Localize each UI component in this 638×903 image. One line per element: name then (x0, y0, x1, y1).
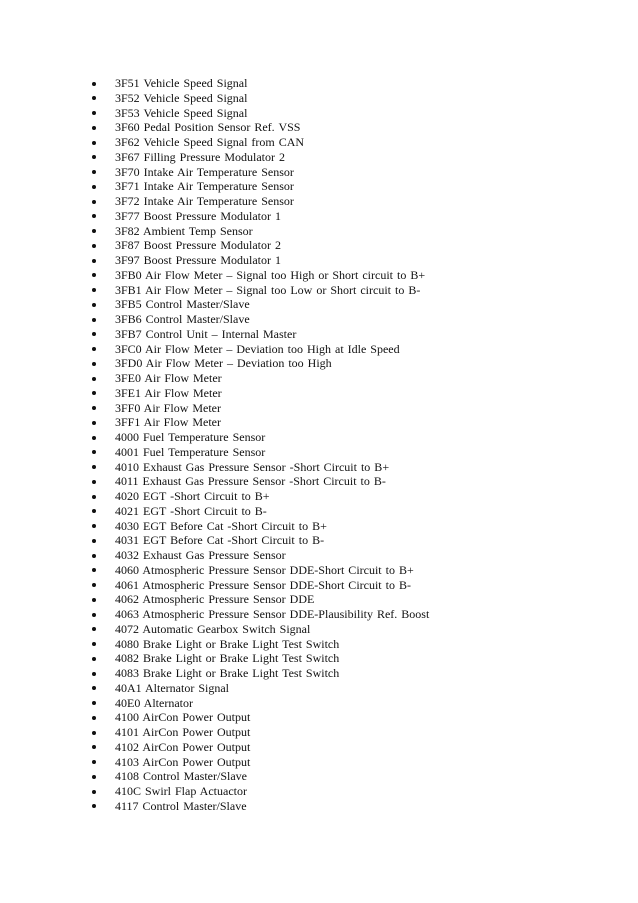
list-item (92, 194, 612, 209)
bullet-icon (92, 82, 96, 86)
bullet-icon (92, 111, 96, 115)
list-item (92, 740, 612, 755)
bullet-icon (92, 406, 96, 410)
bullet-icon (92, 613, 96, 617)
list-item (92, 356, 612, 371)
list-item (92, 327, 612, 342)
bullet-icon (92, 775, 96, 779)
list-item (92, 533, 612, 548)
list-item (92, 651, 612, 666)
bullet-icon (92, 141, 96, 145)
list-item-text: 4080 Brake Light or Brake Light Test Switch (115, 636, 340, 651)
list-item-text: 3FF0 Air Flow Meter (115, 400, 222, 415)
bullet-icon (92, 686, 96, 690)
fault-code-list (92, 76, 612, 814)
list-item-text: 4001 Fuel Temperature Sensor (115, 444, 266, 459)
list-item-text: 4061 Atmospheric Pressure Sensor DDE-Short Circuit to B- (115, 577, 411, 592)
bullet-icon (92, 332, 96, 336)
bullet-icon (92, 804, 96, 808)
list-item-text: 3F82 Ambient Temp Sensor (115, 223, 253, 238)
bullet-icon (92, 244, 96, 248)
bullet-icon (92, 96, 96, 100)
bullet-icon (92, 745, 96, 749)
list-item-text: 3F97 Boost Pressure Modulator 1 (115, 253, 281, 267)
list-item (92, 725, 612, 740)
list-item-text: 4103 AirCon Power Output (115, 754, 251, 769)
bullet-icon (92, 716, 96, 720)
list-item (92, 519, 612, 534)
list-item-text: 3FE0 Air Flow Meter (115, 371, 222, 385)
list-item-text: 4032 Exhaust Gas Pressure Sensor (115, 548, 286, 562)
list-item-text: 4020 EGT -Short Circuit to B+ (115, 489, 270, 503)
list-item-text: 3FC0 Air Flow Meter – Deviation too High at Idle Speed (115, 341, 400, 356)
list-item-text: 4101 AirCon Power Output (115, 725, 251, 739)
list-item-text: 3F70 Intake Air Temperature Sensor (115, 164, 294, 179)
list-item-text: 4031 EGT Before Cat -Short Circuit to B- (115, 533, 325, 548)
list-item (92, 415, 612, 430)
list-item (92, 224, 612, 239)
bullet-icon (92, 509, 96, 513)
list-item-text: 4063 Atmospheric Pressure Sensor DDE-Plausibility Ref. Boost (115, 607, 430, 621)
bullet-icon (92, 554, 96, 558)
list-item-text: 3FB7 Control Unit – Internal Master (115, 326, 297, 341)
list-item-text: 410C Swirl Flap Actuactor (115, 784, 247, 798)
bullet-icon (92, 790, 96, 794)
list-item (92, 209, 612, 224)
list-item-text: 40A1 Alternator Signal (115, 680, 229, 695)
bullet-icon (92, 436, 96, 440)
list-item (92, 622, 612, 637)
list-item (92, 430, 612, 445)
bullet-icon (92, 583, 96, 587)
bullet-icon (92, 200, 96, 204)
bullet-icon (92, 273, 96, 277)
bullet-icon (92, 568, 96, 572)
list-item (92, 592, 612, 607)
bullet-icon (92, 170, 96, 174)
list-item-text: 4117 Control Master/Slave (115, 798, 247, 813)
list-item (92, 799, 612, 814)
bullet-icon (92, 347, 96, 351)
list-item-text: 3F60 Pedal Position Sensor Ref. VSS (115, 120, 301, 135)
list-item (92, 696, 612, 711)
list-item-text: 3F67 Filling Pressure Modulator 2 (115, 149, 286, 164)
list-item-text: 4030 EGT Before Cat -Short Circuit to B+ (115, 518, 327, 533)
list-item (92, 755, 612, 770)
list-item-text: 3F53 Vehicle Speed Signal (115, 105, 248, 120)
bullet-icon (92, 524, 96, 528)
list-item (92, 91, 612, 106)
list-item (92, 342, 612, 357)
list-item-text: 4108 Control Master/Slave (115, 769, 247, 784)
list-item-text: 3FB6 Control Master/Slave (115, 312, 250, 326)
list-item-text: 4021 EGT -Short Circuit to B- (115, 503, 267, 518)
list-item (92, 563, 612, 578)
bullet-icon (92, 450, 96, 454)
bullet-icon (92, 731, 96, 735)
bullet-icon (92, 657, 96, 661)
list-item-text: 4102 AirCon Power Output (115, 739, 251, 754)
list-item (92, 504, 612, 519)
bullet-icon (92, 155, 96, 159)
bullet-icon (92, 701, 96, 705)
list-item-text: 3F71 Intake Air Temperature Sensor (115, 179, 294, 194)
list-item-text: 3FB5 Control Master/Slave (115, 297, 250, 312)
bullet-icon (92, 391, 96, 395)
list-item (92, 135, 612, 150)
list-item (92, 386, 612, 401)
list-item (92, 489, 612, 504)
bullet-icon (92, 672, 96, 676)
bullet-icon (92, 760, 96, 764)
list-item (92, 548, 612, 563)
list-item (92, 297, 612, 312)
bullet-icon (92, 126, 96, 130)
list-item (92, 401, 612, 416)
bullet-icon (92, 421, 96, 425)
list-item-text: 3F77 Boost Pressure Modulator 1 (115, 208, 281, 223)
list-item (92, 106, 612, 121)
list-item (92, 710, 612, 725)
list-item-text: 4072 Automatic Gearbox Switch Signal (115, 621, 311, 636)
bullet-icon (92, 627, 96, 631)
list-item-text: 3FE1 Air Flow Meter (115, 385, 222, 400)
list-item (92, 238, 612, 253)
list-item (92, 784, 612, 799)
bullet-icon (92, 303, 96, 307)
bullet-icon (92, 362, 96, 366)
list-item-text: 3FB1 Air Flow Meter – Signal too Low or Short circuit to B- (115, 282, 421, 297)
bullet-icon (92, 185, 96, 189)
list-item-text: 40E0 Alternator (115, 695, 193, 710)
bullet-icon (92, 259, 96, 263)
bullet-icon (92, 539, 96, 543)
bullet-icon (92, 288, 96, 292)
list-item-text: 4010 Exhaust Gas Pressure Sensor -Short Circuit to B+ (115, 459, 390, 474)
list-item-text: 4011 Exhaust Gas Pressure Sensor -Short Circuit to B- (115, 474, 386, 489)
list-item (92, 474, 612, 489)
list-item (92, 578, 612, 593)
list-item (92, 283, 612, 298)
list-item-text: 4100 AirCon Power Output (115, 710, 251, 725)
list-item-text: 4000 Fuel Temperature Sensor (115, 430, 266, 444)
list-item (92, 460, 612, 475)
bullet-icon (92, 318, 96, 322)
list-item (92, 179, 612, 194)
list-item (92, 268, 612, 283)
list-item (92, 312, 612, 327)
list-item (92, 666, 612, 681)
bullet-icon (92, 480, 96, 484)
bullet-icon (92, 598, 96, 602)
list-item-text: 3F62 Vehicle Speed Signal from CAN (115, 135, 305, 149)
list-item (92, 253, 612, 268)
list-item-text: 4062 Atmospheric Pressure Sensor DDE (115, 592, 315, 607)
list-item (92, 681, 612, 696)
list-item (92, 607, 612, 622)
bullet-icon (92, 214, 96, 218)
list-item (92, 120, 612, 135)
list-item (92, 769, 612, 784)
list-item-text: 3F87 Boost Pressure Modulator 2 (115, 238, 281, 253)
list-item-text: 3FD0 Air Flow Meter – Deviation too High (115, 356, 332, 371)
bullet-icon (92, 642, 96, 646)
list-item-text: 4083 Brake Light or Brake Light Test Switch (115, 666, 340, 680)
bullet-icon (92, 377, 96, 381)
bullet-icon (92, 465, 96, 469)
list-item (92, 150, 612, 165)
list-item (92, 76, 612, 91)
list-item-text: 4060 Atmospheric Pressure Sensor DDE-Short Circuit to B+ (115, 562, 414, 577)
list-item (92, 637, 612, 652)
bullet-icon (92, 229, 96, 233)
list-item-text: 3FB0 Air Flow Meter – Signal too High or Short circuit to B+ (115, 267, 426, 282)
list-item (92, 371, 612, 386)
list-item-text: 4082 Brake Light or Brake Light Test Switch (115, 651, 340, 666)
list-item-text: 3F51 Vehicle Speed Signal (115, 76, 248, 90)
list-item (92, 445, 612, 460)
list-item-text: 3FF1 Air Flow Meter (115, 415, 222, 430)
list-item-text: 3F52 Vehicle Speed Signal (115, 90, 248, 105)
list-item-text: 3F72 Intake Air Temperature Sensor (115, 194, 294, 208)
bullet-icon (92, 495, 96, 499)
list-item (92, 165, 612, 180)
